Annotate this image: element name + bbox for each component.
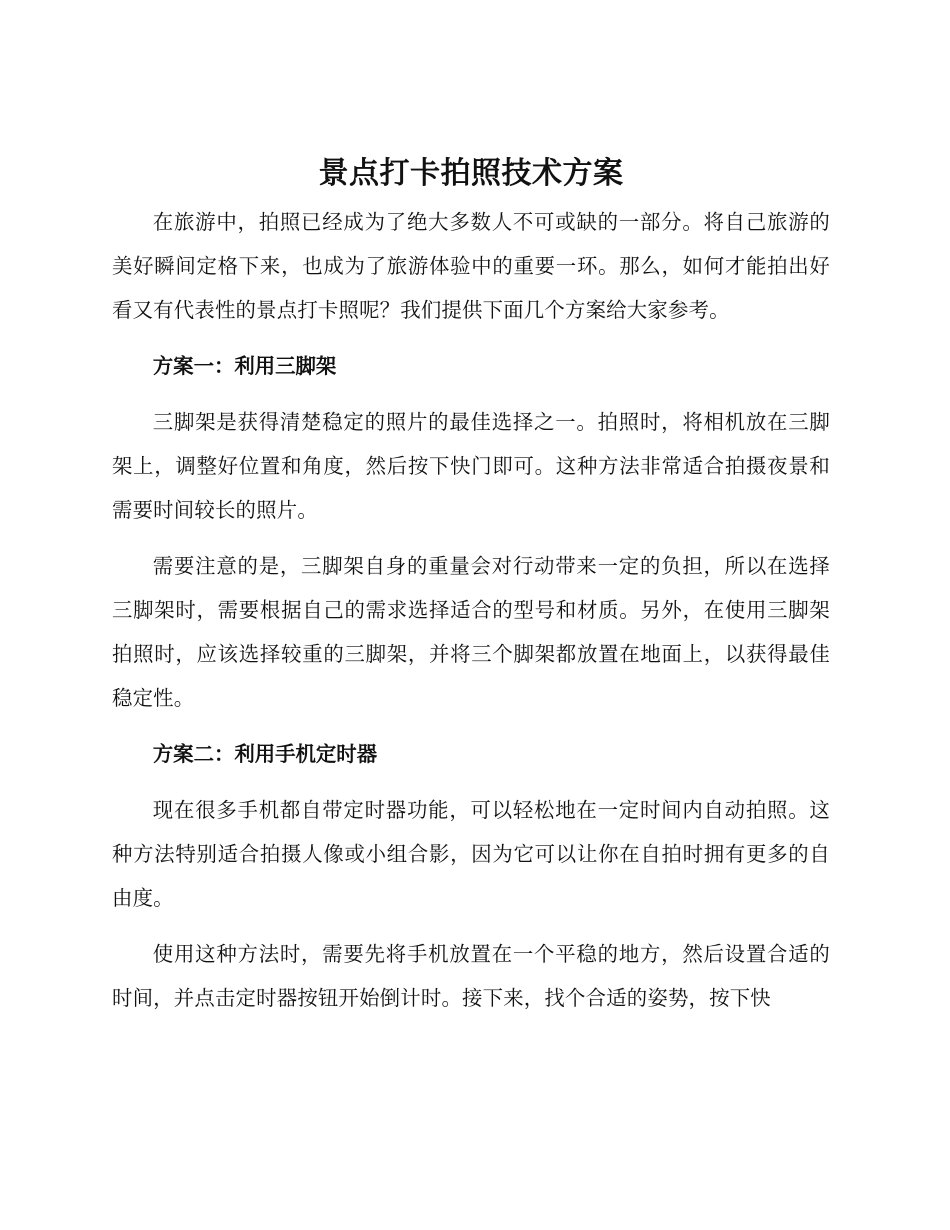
section-heading-1: 方案一：利用三脚架 <box>152 354 337 378</box>
document-title: 景点打卡拍照技术方案 <box>318 156 624 191</box>
section-2-paragraph-1: 现在很多手机都自带定时器功能，可以轻松地在一定时间内自动拍照。这种方法特别适合拍摄人像或小组合影，因为它可以让你在自拍时拥有更多的自由度。 <box>112 798 830 910</box>
section-2-paragraph-2: 使用这种方法时，需要先将手机放置在一个平稳的地方，然后设置合适的时间，并点击定时器按钮开始倒计时。接下来，找个合适的姿势，按下快 <box>112 942 830 1010</box>
intro-paragraph: 在旅游中，拍照已经成为了绝大多数人不可或缺的一部分。将自己旅游的美好瞬间定格下来，也成为了旅游体验中的重要一环。那么，如何才能拍出好看又有代表性的景点打卡照呢？我们提供下面几个方案给大家参考。 <box>112 210 830 322</box>
document-page <box>112 148 830 1032</box>
section-1-paragraph-1: 三脚架是获得清楚稳定的照片的最佳选择之一。拍照时，将相机放在三脚架上，调整好位置和角度，然后按下快门即可。这种方法非常适合拍摄夜景和需要时间较长的照片。 <box>112 410 830 522</box>
section-heading-2: 方案二：利用手机定时器 <box>152 742 378 766</box>
section-1-paragraph-2: 需要注意的是，三脚架自身的重量会对行动带来一定的负担，所以在选择三脚架时，需要根据自己的需求选择适合的型号和材质。另外，在使用三脚架拍照时，应该选择较重的三脚架，并将三个脚架都放置在地面上，以获得最佳稳定性。 <box>112 554 830 710</box>
